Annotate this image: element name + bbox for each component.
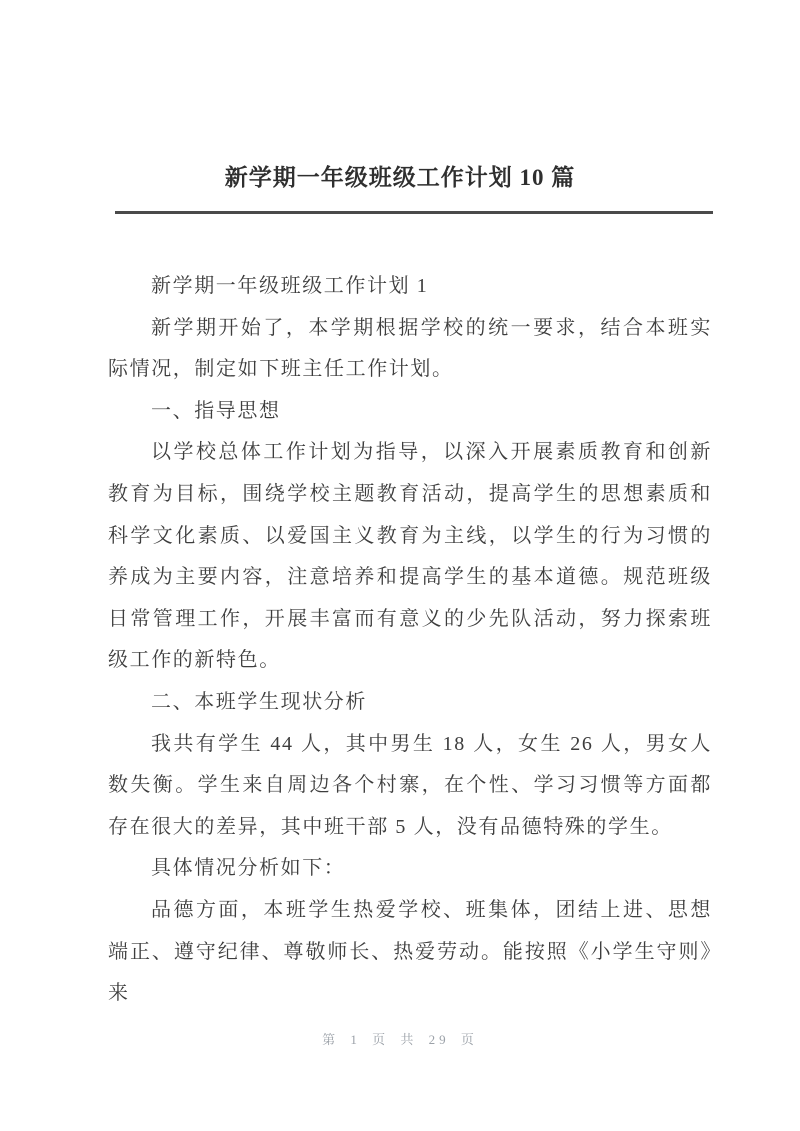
page-number-label: 第 1 页 共 29 页 xyxy=(322,1032,478,1047)
paragraph-4: 以学校总体工作计划为指导，以深入开展素质教育和创新教育为目标，围绕学校主题教育活动，提高学生的思想素质和科学文化素质、以爱国主义教育为主线，以学生的行为习惯的养成为主要内容，注意培养和提高学生的基本道德。规范班级日常管理工作，开展丰富而有意义的少先队活动，努力探索班级工作的新特色。 xyxy=(108,441,712,672)
document-body xyxy=(108,266,712,1015)
title-divider xyxy=(115,211,713,214)
paragraph-5: 二、本班学生现状分析 xyxy=(151,690,367,713)
paragraph-2: 新学期开始了，本学期根据学校的统一要求，结合本班实际情况，制定如下班主任工作计划。 xyxy=(108,316,712,381)
paragraph-1: 新学期一年级班级工作计划 1 xyxy=(151,275,429,297)
document-title: 新学期一年级班级工作计划 10 篇 xyxy=(224,165,576,190)
page-footer xyxy=(0,1031,800,1049)
paragraph-8: 品德方面，本班学生热爱学校、班集体，团结上进、思想端正、遵守纪律、尊敬师长、热爱劳动。能按照《小学生守则》来 xyxy=(108,898,712,1005)
paragraph-7: 具体情况分析如下： xyxy=(151,857,346,880)
paragraph-3: 一、指导思想 xyxy=(151,399,281,422)
paragraph-6: 我共有学生 44 人，其中男生 18 人，女生 26 人，男女人数失衡。学生来自周边各个村寨，在个性、学习习惯等方面都存在很大的差异，其中班干部 5 人，没有品德特殊的学生。 xyxy=(108,732,712,838)
